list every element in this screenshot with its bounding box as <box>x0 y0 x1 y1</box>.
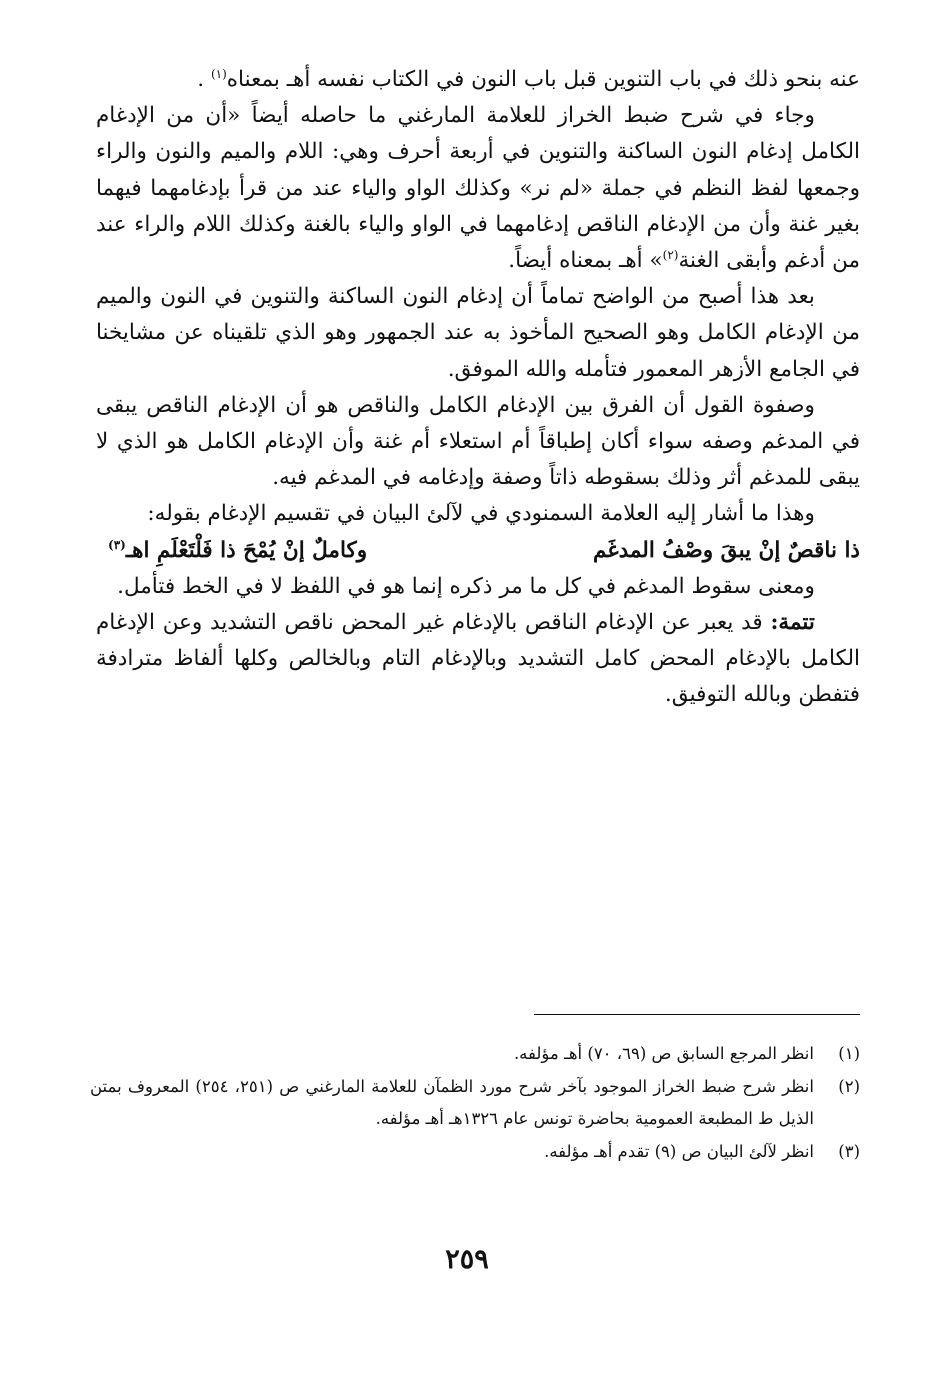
footnote-2 <box>90 1071 860 1136</box>
paragraph-4: وصفوة القول أن الفرق بين الإدغام الكامل والناقص هو أن الإدغام الناقص يبقى في المدغم وصفه سواء أكان إطباقاً أم استعلاء أم غنة وأن الإدغام الكامل هو الذي لا يبقى للمدغم أثر وذلك بسقوطه ذاتاً وصفة وإدغامه في المدغم فيه. <box>96 392 860 491</box>
footnote-text: انظر المرجع السابق ص (٦٩، ٧٠) أهـ مؤلفه. <box>513 1044 814 1063</box>
footnote-divider <box>534 1014 860 1015</box>
footnote-3 <box>90 1136 860 1169</box>
paragraph-2: وجاء في شرح ضبط الخراز للعلامة المارغني ما حاصله أيضاً «أن من الإدغام الكامل إدغام النون الساكنة والتنوين في أربعة أحرف وهي: اللام والميم والنون والراء وجمعها لفظ النظم في جملة «لم نر» وكذلك الواو والياء عند من قرأ بإدغامهما فيهما بغير غنة وأن من الإدغام الناقص إدغامهما في الواو والياء بالغنة وكذلك اللام والراء عند من أدغم وأبقى الغنة$^{(٢)}$» أهـ بمعناه أيضاً. <box>96 103 860 274</box>
verse-second-hemistich: وكاملٌ إنْ يُمْحَ ذا فَلْتَعْلَمِ اهـ$^{(٣)}$ <box>108 537 368 563</box>
footnote-number: (٣) <box>838 1141 860 1161</box>
paragraph-1: عنه بنحو ذلك في باب التنوين قبل باب النون في الكتاب نفسه أهـ بمعناه$^{(١)}$ . <box>197 66 860 92</box>
footnotes <box>90 1038 860 1168</box>
main-text <box>96 62 860 714</box>
footnote-number: (٢) <box>838 1076 860 1096</box>
verse-first-hemistich: ذا ناقصٌ إنْ يبقَ وصْفُ المدغَم <box>593 537 860 563</box>
footnote-ref-3[interactable]: (٣) <box>108 537 126 552</box>
paragraph-5: وهذا ما أشار إليه العلامة السمنودي في لآلئ البيان في تقسيم الإدغام بقوله: <box>147 501 815 527</box>
supplement-heading: تتمة: <box>770 610 815 636</box>
poetry-verse <box>96 533 860 569</box>
paragraph-7: تتمة: قد يعبر عن الإدغام الناقص بالإدغام غير المحض ناقص التشديد وعن الإدغام الكامل بالإدغام المحض كامل التشديد وبالإدغام التام وبالخالص وكلها ألفاظ مترادفة فتفطن وبالله التوفيق. <box>96 610 860 708</box>
page-number: ٢٥٩ <box>445 1244 489 1275</box>
paragraph-3: بعد هذا أصبح من الواضح تماماً أن إدغام النون الساكنة والتنوين في النون والميم من الإدغام الكامل وهو الصحيح المأخوذ به عند الجمهور وهو الذي تلقيناه عن مشايخنا في الجامع الأزهر المعمور فتأمله والله الموفق. <box>96 284 860 382</box>
paragraph-6: ومعنى سقوط المدغم في كل ما مر ذكره إنما هو في اللفظ لا في الخط فتأمل. <box>117 573 815 599</box>
footnote-1 <box>90 1038 860 1071</box>
footnote-ref-1[interactable]: (١) <box>210 66 227 81</box>
footnote-ref-2[interactable]: (٢) <box>662 247 679 262</box>
footnote-number: (١) <box>838 1044 860 1063</box>
footnote-text: انظر شرح ضبط الخراز الموجود بآخر شرح مورد الظمآن للعلامة المارغني ص (٢٥١، ٢٥٤) المعروف بمتن الذيل ط المطبعة العمومية بحاضرة تونس عام ١٣٢٦هـ أهـ مؤلفه. <box>90 1076 814 1128</box>
footnote-text: انظر لآلئ البيان ص (٩) تقدم أهـ مؤلفه. <box>544 1141 814 1161</box>
